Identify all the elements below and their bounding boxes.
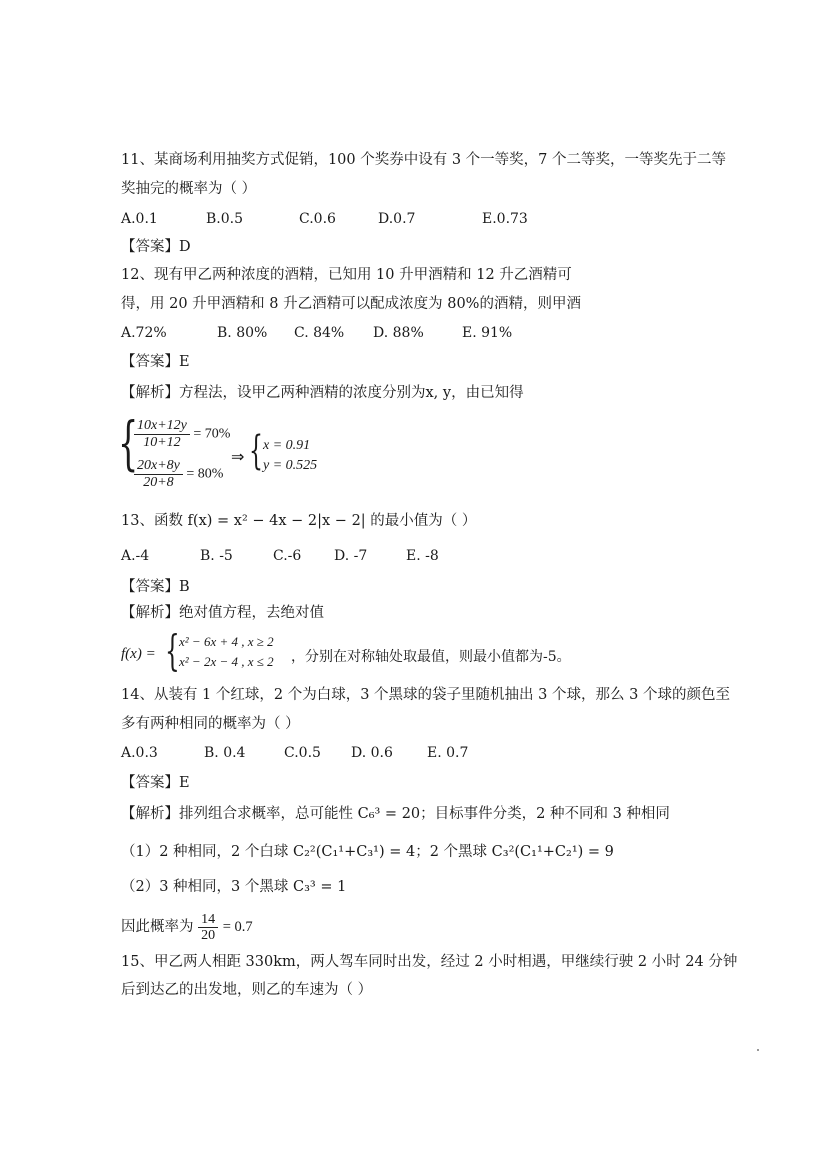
q12-eq1 <box>134 418 230 451</box>
q12-stem-line1: 12、现有甲乙两种浓度的酒精，已知用 10 升甲酒精和 12 升乙酒精可 <box>121 267 572 283</box>
q13-analysis: 【解析】绝对值方程，去绝对值 <box>121 605 324 621</box>
q14-prob-rhs: = 0.7 <box>222 918 253 935</box>
q12-left-brace: { <box>118 409 139 477</box>
q14-option-d: D. 0.6 <box>351 745 393 761</box>
q13-case2: x² − 2x − 4 , x ≤ 2 <box>179 654 274 669</box>
q11-option-e: E.0.73 <box>482 211 528 227</box>
q12-option-e: E. 91% <box>462 325 513 341</box>
q13-stem-text: 13、函数 f(x) = x² − 4x − 2|x − 2| 的最小值为（ ） <box>121 513 477 529</box>
q15-stem-line2: 后到达乙的出发地，则乙的车速为（ ） <box>121 982 373 998</box>
scan-speck <box>757 1049 759 1051</box>
q12-eq2 <box>134 458 223 491</box>
q12-solution-x: x = 0.91 <box>263 438 311 453</box>
q14-probability <box>121 912 253 944</box>
q14-prob-prefix: 因此概率为 <box>121 918 194 935</box>
q13-option-b: B. -5 <box>200 548 233 564</box>
q12-eq1-rhs: = 70% <box>193 426 231 442</box>
q14-option-b: B. 0.4 <box>204 745 246 761</box>
q12-equation-system <box>118 409 358 496</box>
q12-option-b: B. 80% <box>217 325 268 341</box>
q14-option-c: C.0.5 <box>284 745 321 761</box>
q12-solution-y: y = 0.525 <box>263 458 318 473</box>
q13-case1: x² − 6x + 4 , x ≥ 2 <box>179 634 274 649</box>
q14-prob-numerator: 14 <box>198 912 218 928</box>
q12-option-d: D. 88% <box>373 325 424 341</box>
q12-eq1-numerator: 10x+12y <box>134 418 190 435</box>
q14-case1: （1）2 种相同，2 个白球 C₂²(C₁¹+C₃¹) = 4；2 个黑球 C₃²(C₁¹+C₂¹) = 9 <box>121 844 614 860</box>
q13-piecewise <box>121 626 601 676</box>
q12-option-c: C. 84% <box>294 325 345 341</box>
q12-right-brace: { <box>249 428 263 474</box>
q13-piecewise-brace: { <box>165 626 180 675</box>
q12-option-a: A.72% <box>121 325 167 341</box>
q12-eq1-denominator: 10+12 <box>143 435 181 450</box>
q15-stem-line1: 15、甲乙两人相距 330km，两人驾车同时出发，经过 2 小时相遇，甲继续行驶 2 小时 24 分钟 <box>121 954 738 970</box>
q14-answer: 【答案】E <box>121 775 190 791</box>
q13-option-a: A.-4 <box>121 548 150 564</box>
q11-answer: 【答案】D <box>121 239 191 255</box>
q11-option-c: C.0.6 <box>299 211 336 227</box>
q13-f-lhs: f(x) = <box>121 646 156 662</box>
q14-option-e: E. 0.7 <box>427 745 469 761</box>
q11-option-a: A.0.1 <box>121 211 158 227</box>
q12-stem-line2: 得，用 20 升甲酒精和 8 升乙酒精可以配成浓度为 80%的酒精，则甲酒 <box>121 296 581 312</box>
q11-option-b: B.0.5 <box>206 211 244 227</box>
q13-stem <box>121 514 476 529</box>
q11-stem-line1: 11、某商场利用抽奖方式促销，100 个奖券中设有 3 个一等奖，7 个二等奖，一等奖先于二等 <box>121 152 727 168</box>
q13-option-c: C.-6 <box>273 548 302 564</box>
q13-option-e: E. -8 <box>406 548 439 564</box>
q14-option-a: A.0.3 <box>121 745 158 761</box>
q12-eq2-numerator: 20x+8y <box>134 458 183 475</box>
q12-eq2-denominator: 20+8 <box>143 475 174 490</box>
q14-stem-line1: 14、从装有 1 个红球，2 个为白球，3 个黑球的袋子里随机抽出 3 个球，那么 3 个球的颜色至 <box>121 687 730 703</box>
q14-prob-denominator: 20 <box>201 928 216 944</box>
q12-answer: 【答案】E <box>121 354 190 370</box>
q12-analysis: 【解析】方程法，设甲乙两种酒精的浓度分别为x, y，由已知得 <box>121 385 524 401</box>
q11-stem-line2: 奖抽完的概率为（ ） <box>121 181 257 197</box>
q11-option-d: D.0.7 <box>378 211 416 227</box>
q12-eq2-rhs: = 80% <box>186 466 224 482</box>
q13-option-d: D. -7 <box>334 548 368 564</box>
q12-implies-arrow: ⇒ <box>231 449 245 466</box>
q14-stem-line2: 多有两种相同的概率为（ ） <box>121 716 300 732</box>
q13-answer: 【答案】B <box>121 579 190 595</box>
q13-note: ，分别在对称轴处取最值，则最小值都为-5。 <box>291 649 571 665</box>
q14-case2: （2）3 种相同，3 个黑球 C₃³ = 1 <box>121 879 347 895</box>
q14-analysis: 【解析】排列组合求概率，总可能性 C₆³ = 20；目标事件分类，2 种不同和 3 种相同 <box>121 806 670 822</box>
